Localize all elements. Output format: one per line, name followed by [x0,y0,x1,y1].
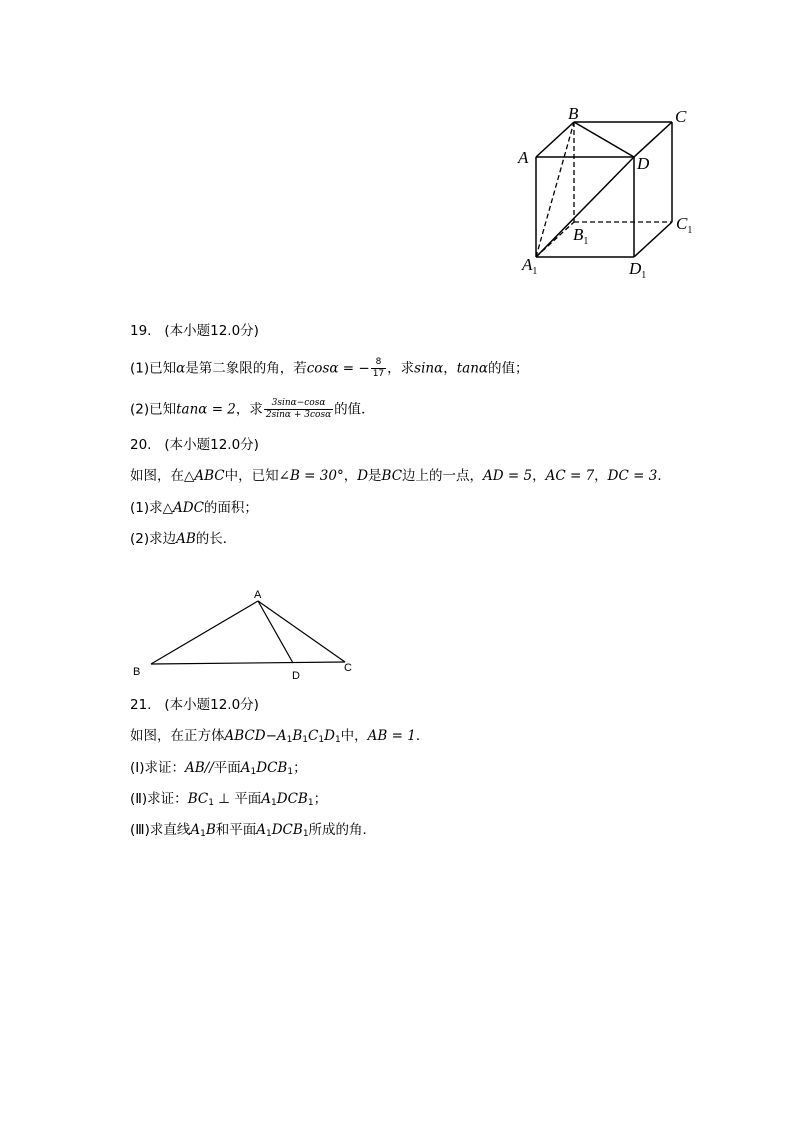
q19-number: 19. [130,323,152,339]
q20-stem-m6: AC = 7 [545,468,595,484]
cube-label-c: C [675,107,687,126]
q20-header [130,436,259,454]
q21-part1-t: 平面 [213,760,241,776]
q19-part1-text2: ，求 [387,360,415,377]
q21-header [130,696,259,714]
q21-part3-m2: B [205,822,216,838]
q21-stem-s2: 1 [302,735,309,745]
q21-stem-s1: 1 [286,735,293,745]
q19-sin: sinα [414,360,444,377]
tri-label-d: D [292,670,300,682]
q20-stem-t7: ， [594,468,608,484]
q21-part1-s: 1 [250,767,257,777]
q21-part3-m3: A [256,822,266,838]
q20-stem-m1: △ABC [184,468,225,484]
q21-part2-t: 平面 [234,791,262,807]
tri-label-c: C [344,662,352,674]
q20-stem-m7: DC = 3 [607,468,658,484]
q19-part2 [130,398,375,421]
q21-stem-s4: 1 [334,735,341,745]
q21-part2 [130,790,327,812]
q21-part1-prefix: (Ⅰ)求证： [130,760,186,776]
cube-figure [505,100,705,285]
q19-part2-frac-num: 3sinα−cosα [264,398,333,410]
cube-label-d1: $D_1$ [629,259,647,281]
q21-part3-s2: 1 [266,829,272,839]
q21-stem-t3: ． [415,728,430,744]
q20-stem [130,467,671,485]
q20-stem-t4: 是 [368,468,382,484]
cube-label-b: B [568,104,579,123]
q19-part2-frac-den: 2sinα + 3cosα [265,410,332,420]
q21-stem-m1: ABCD−A [224,728,287,744]
q21-part2-m2: ⊥ [213,791,235,807]
cube-label-b1: $B_1$ [573,225,589,247]
q21-part3-m4: DCB [271,822,303,838]
q21-part2-suffix: ； [313,791,328,807]
q19-part2-text1: ，求 [235,401,263,418]
q21-stem-m5: AB = 1 [367,728,416,744]
q20-stem-t3: ， [343,468,358,484]
q20-part1-suffix: 的面积； [203,500,258,516]
q21-part1-m2: A [240,760,251,776]
q21-part1-m3: DCB [256,760,288,776]
q20-number: 20. [130,437,152,453]
q19-sep: ， [443,360,457,377]
q19-part2-prefix: (2)已知 [130,401,177,418]
q21-part2-m4: DCB [276,791,308,807]
q20-stem-m5: AD = 5 [483,468,533,484]
q19-part2-suffix: 的值． [334,401,375,418]
q21-stem-m4: D [324,728,335,744]
q20-stem-t6: ， [532,468,546,484]
q21-part1-suffix: ； [293,760,307,776]
q21-stem-t1: 如图，在正方体 [130,728,225,744]
q19-alpha: α [176,360,186,377]
q20-part1 [130,499,258,517]
q21-part2-s2: 1 [271,798,277,808]
q20-stem-t2: 中，已知 [224,468,279,484]
q19-meta: (本小题12.0分) [164,323,259,339]
tri-label-a: A [254,589,262,601]
q20-part2-suffix: 的长． [195,531,237,547]
q21-part2-s: 1 [208,798,214,808]
q20-part2 [130,530,236,548]
q20-stem-m4: BC [381,468,403,484]
triangle-figure [125,583,365,683]
q21-part2-m1: BC [187,791,209,807]
q19-part1-prefix: (1)已知 [130,360,177,377]
q19-tan: tanα [456,360,489,377]
q21-part2-prefix: (Ⅱ)求证： [130,791,188,807]
q19-part1-suffix: 的值； [488,360,529,377]
q21-part3-s3: 1 [302,829,309,839]
q21-part1-s2: 1 [287,767,294,777]
q21-part3-prefix: (Ⅲ)求直线 [130,822,191,838]
q20-part1-prefix: (1)求 [130,500,163,516]
q21-stem-m2: B [292,728,303,744]
q21-stem [130,727,429,749]
q20-stem-t8: ． [657,468,671,484]
q20-stem-t1: 如图，在 [130,468,184,484]
q19-part1-text1: 是第二象限的角，若 [185,360,307,377]
q21-part3-m1: A [190,822,201,838]
q19-eq: = − [342,360,370,377]
q21-number: 21. [130,697,152,713]
q20-part2-m: AB [176,531,196,547]
q21-stem-s3: 1 [318,735,325,745]
q19-part2-tan: tanα = 2 [176,401,236,418]
q21-stem-m3: C [308,728,319,744]
q19-header [130,322,259,340]
cube-label-a: A [518,148,529,167]
q21-part1-m1: AB// [185,760,214,776]
tri-label-b: B [133,666,141,678]
q20-stem-t5: 边上的一点， [402,468,484,484]
q21-part3 [130,821,376,843]
q19-cos: cosα [306,360,339,377]
q21-part2-m3: A [261,791,272,807]
q21-part2-s3: 1 [307,798,314,808]
q20-stem-m3: D [357,468,369,484]
q19-frac-num: 8 [371,357,386,369]
q21-stem-t2: 中， [340,728,368,744]
q20-part2-prefix: (2)求边 [130,531,177,547]
q21-part1 [130,759,307,781]
q19-part2-fraction [264,398,333,421]
q20-part1-m: △ADC [162,500,204,516]
q21-meta: (本小题12.0分) [164,697,259,713]
q20-meta: (本小题12.0分) [164,437,259,453]
q19-part1 [130,357,529,380]
q21-part3-s: 1 [200,829,206,839]
cube-label-a1: $A_1$ [522,255,538,277]
q19-fraction [371,357,386,380]
cube-label-c1: $C_1$ [676,214,693,236]
q20-stem-m2: ∠B = 30° [278,468,344,484]
q21-part3-t: 和平面 [215,822,257,838]
q21-part3-suffix: 所成的角． [308,822,377,838]
q19-frac-den: 17 [372,369,385,379]
cube-label-d: D [637,154,650,173]
